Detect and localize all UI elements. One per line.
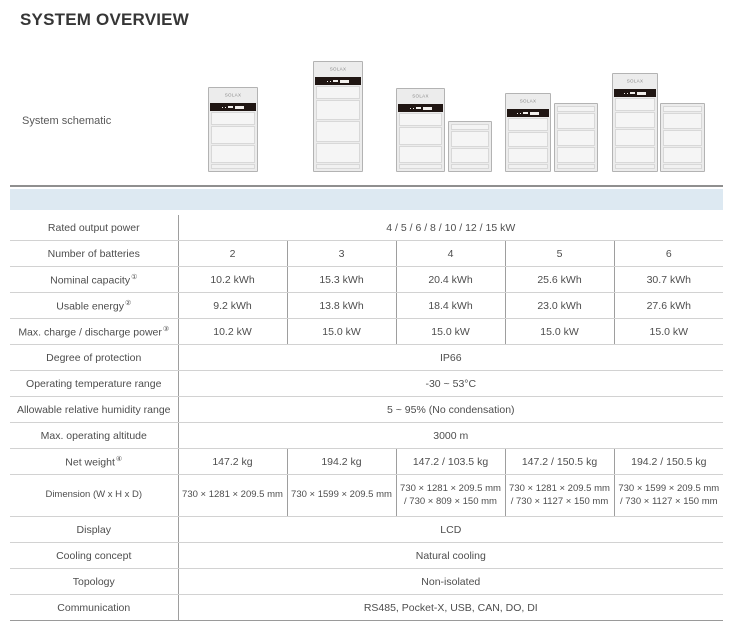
spec-value: 5 ~ 95% (No condensation) <box>178 397 723 423</box>
spec-label: Number of batteries <box>10 241 178 267</box>
spec-table <box>10 215 723 621</box>
spec-row <box>10 267 723 293</box>
tower-config-4-main <box>396 88 445 172</box>
solax-logo: SOLAX <box>224 93 242 98</box>
spec-row <box>10 215 723 241</box>
battery-segment <box>663 130 702 146</box>
spec-value: 4 <box>396 241 505 267</box>
spec-value: 3000 m <box>178 423 723 449</box>
stack-cap <box>663 106 702 112</box>
inverter-segment <box>399 113 442 126</box>
spec-value: 18.4 kWh <box>396 293 505 319</box>
spec-label: Max. charge / discharge power③ <box>10 319 178 345</box>
schematic-label: System schematic <box>22 115 112 127</box>
tower-base <box>508 164 548 169</box>
battery-segment <box>557 130 595 146</box>
spec-value: 13.8 kWh <box>287 293 396 319</box>
spec-label: Operating temperature range <box>10 371 178 397</box>
battery-segment <box>316 143 360 163</box>
footnote-marker: ④ <box>115 455 123 463</box>
tower-config-3 <box>313 61 363 172</box>
spec-value: 194.2 / 150.5 kg <box>614 449 723 475</box>
spec-row <box>10 595 723 621</box>
footnote-marker: ③ <box>162 325 170 333</box>
tower-config-5-main <box>505 93 551 172</box>
spec-label: Nominal capacity① <box>10 267 178 293</box>
inverter-segment <box>508 118 548 131</box>
spec-value: 10.2 kW <box>178 319 287 345</box>
spec-label: Communication <box>10 595 178 621</box>
spec-value: 9.2 kWh <box>178 293 287 319</box>
spec-value: -30 ~ 53°C <box>178 371 723 397</box>
spec-row <box>10 475 723 517</box>
spec-label: Net weight④ <box>10 449 178 475</box>
spec-value: 2 <box>178 241 287 267</box>
spec-value: 730 × 1281 × 209.5 mm / 730 × 809 × 150 mm <box>396 475 505 517</box>
tower-base <box>316 164 360 169</box>
tower-base <box>211 164 255 169</box>
spec-value: 5 <box>505 241 614 267</box>
battery-segment <box>615 129 655 145</box>
spec-value: 730 × 1599 × 209.5 mm / 730 × 1127 × 150 mm <box>614 475 723 517</box>
tower-config-6-main <box>612 73 658 172</box>
display-band <box>315 77 361 85</box>
battery-segment <box>316 100 360 120</box>
battery-segment <box>663 147 702 163</box>
battery-segment <box>451 148 489 164</box>
spec-row <box>10 517 723 543</box>
section-divider <box>10 185 723 187</box>
spec-row <box>10 319 723 345</box>
tower-config-6-side <box>660 103 705 172</box>
battery-segment <box>508 148 548 163</box>
display-band <box>398 104 443 112</box>
solax-logo: SOLAX <box>519 99 537 104</box>
battery-segment <box>663 113 702 129</box>
tower-config-5-side <box>554 103 598 172</box>
spec-row <box>10 423 723 449</box>
spec-value: 730 × 1281 × 209.5 mm <box>178 475 287 517</box>
battery-segment <box>211 145 255 163</box>
spec-row <box>10 397 723 423</box>
spec-value: 20.4 kWh <box>396 267 505 293</box>
battery-segment <box>211 126 255 144</box>
battery-segment <box>615 112 655 128</box>
spec-row <box>10 543 723 569</box>
battery-segment <box>557 113 595 129</box>
spec-value: 194.2 kg <box>287 449 396 475</box>
spec-value: 15.0 kW <box>614 319 723 345</box>
battery-segment <box>508 132 548 147</box>
spec-value: LCD <box>178 517 723 543</box>
page-title: SYSTEM OVERVIEW <box>20 10 189 29</box>
solax-logo: SOLAX <box>412 94 429 99</box>
battery-segment <box>399 146 442 164</box>
tower-base <box>663 164 702 169</box>
tower-config-4-side <box>448 121 492 172</box>
spec-value: 147.2 / 103.5 kg <box>396 449 505 475</box>
spec-value: 30.7 kWh <box>614 267 723 293</box>
spec-value: 730 × 1599 × 209.5 mm <box>287 475 396 517</box>
spec-value: 15.0 kW <box>396 319 505 345</box>
system-schematic <box>0 0 733 186</box>
tower-config-2 <box>208 87 258 172</box>
spec-row <box>10 241 723 267</box>
battery-segment <box>557 147 595 163</box>
spec-row <box>10 569 723 595</box>
spec-value: Non-isolated <box>178 569 723 595</box>
spec-value: 147.2 / 150.5 kg <box>505 449 614 475</box>
inverter-segment <box>316 86 360 99</box>
battery-segment <box>451 131 489 147</box>
spec-value: 15.0 kW <box>287 319 396 345</box>
spec-label: Rated output power <box>10 215 178 241</box>
spec-value: 147.2 kg <box>178 449 287 475</box>
spec-row <box>10 345 723 371</box>
footnote-marker: ② <box>124 299 132 307</box>
display-band <box>210 103 256 111</box>
spec-value: 730 × 1281 × 209.5 mm / 730 × 1127 × 150 mm <box>505 475 614 517</box>
tower-base <box>557 164 595 169</box>
spec-value: 4 / 5 / 6 / 8 / 10 / 12 / 15 kW <box>178 215 723 241</box>
spec-label: Allowable relative humidity range <box>10 397 178 423</box>
spec-value: Natural cooling <box>178 543 723 569</box>
spec-row <box>10 371 723 397</box>
inverter-segment <box>211 112 255 125</box>
battery-segment <box>316 121 360 141</box>
solax-logo: SOLAX <box>626 79 644 84</box>
solax-logo: SOLAX <box>329 67 347 72</box>
spec-label: Usable energy② <box>10 293 178 319</box>
stack-cap <box>557 106 595 112</box>
spec-label: Dimension (W x H x D) <box>10 475 178 517</box>
spec-value: IP66 <box>178 345 723 371</box>
spec-value: RS485, Pocket-X, USB, CAN, DO, DI <box>178 595 723 621</box>
table-header-band <box>10 189 723 210</box>
spec-row <box>10 449 723 475</box>
battery-segment <box>615 147 655 163</box>
spec-label: Cooling concept <box>10 543 178 569</box>
stack-cap <box>451 124 489 130</box>
footnote-marker: ① <box>131 273 138 281</box>
tower-base <box>451 164 489 169</box>
display-band <box>614 89 656 97</box>
spec-value: 15.0 kW <box>505 319 614 345</box>
spec-value: 15.3 kWh <box>287 267 396 293</box>
spec-label: Display <box>10 517 178 543</box>
spec-value: 25.6 kWh <box>505 267 614 293</box>
spec-label: Degree of protection <box>10 345 178 371</box>
spec-row <box>10 293 723 319</box>
spec-label: Topology <box>10 569 178 595</box>
inverter-segment <box>615 98 655 111</box>
spec-value: 27.6 kWh <box>614 293 723 319</box>
spec-value: 10.2 kWh <box>178 267 287 293</box>
spec-label: Max. operating altitude <box>10 423 178 449</box>
spec-value: 6 <box>614 241 723 267</box>
battery-segment <box>399 127 442 145</box>
tower-base <box>399 164 442 169</box>
spec-value: 23.0 kWh <box>505 293 614 319</box>
spec-value: 3 <box>287 241 396 267</box>
display-band <box>507 109 549 117</box>
tower-base <box>615 164 655 169</box>
